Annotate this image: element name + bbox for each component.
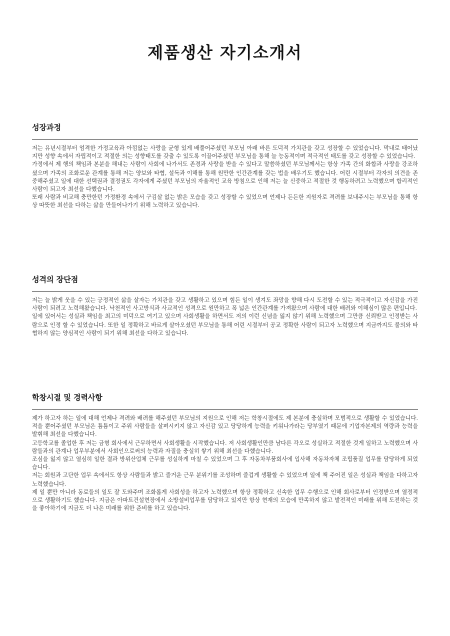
paragraph: 가정에서 제 행의 책임과 본분을 해내는 사람이 사회에 나가서도 존경과 사랑을 받을 수 있다고 말씀하셨던 부모님께서는 항상 가족 간의 화합과 사랑을 강조하셨으며 가족의 조화로운 관계를 통해 저는 양보와 타협, 설득과 이해를 통해 원만한 인간관계를 갖는 법을 배우기도 했습니다. 어린 시절부터 각자의 의견을 존중해주셨고 일에 대한 선택권과 결정권도 각자에게 주셨던 부모님의 자율적인 교육 방침으로 인해 저는 늘 신중하고 적절한 것 행동하려고 노력했으며 합리적인 사람이 되고자 최선을 다했습니다. (32, 162, 418, 194)
section-school-career (32, 392, 418, 513)
paragraph: 저는 늘 밝게 웃을 수 있는 긍정적인 삶을 살자는 가치관을 갖고 생활하고 있으며 힘든 일이 생겨도 좌망을 향해 다시 도전할 수 있는 적극적이고 자신감을 가진 사람이 되려고 노력해왔습니다. 낙천적인 사고방식과 사교적인 성격으로 원만하고 폭 넓은 인간관계를 가져왔으며 사람에 대한 배려와 이해심이 많은 편입니다. (32, 298, 418, 313)
paragraph: 일에 있어서는 성실과 책임을 최고의 미덕으로 여기고 있으며 사회생활을 하면서도 저의 이런 신념을 잃지 않기 위해 노력했으며 그만큼 신뢰받고 인정받는 사람으로 인정 할 수 있었습니다. 또한 일 정확하고 바르게 살아오셨던 부모님을 통해 어린 시절부터 공교 정확한 사람이 되고자 노력했으며 지금까지도 불의와 타협하지 않는 양심적인 사람이 되기 위해 최선을 다하고 있습니다. (32, 314, 418, 337)
section-personality (32, 274, 418, 338)
paragraph: 제가 하고자 하는 일에 대해 언제나 격려와 배려를 해주셨던 부모님의 지원으로 인해 저는 학창시절에도 제 본분에 충실하며 모범적으로 생활할 수 있었습니다. 적을 뿐어주셨던 부모님은 틈틈이고 주위 사람들을 살펴시키지 않고 자신감 있고 당당하게 능력을 키워나가라는 당부였기 때문에 기업자본제의 역량과 능력을 발휘해 최선을 다했습니다. (32, 416, 418, 439)
paragraph: 또래 사람과 비교해 충만한던 가정환경 속에서 구김살 없는 밝은 모습을 갖고 성장할 수 있었으며 언제나 든든한 지원자로 격려를 보내주시는 부모님을 통해 항상 따뜻한 최선을 다하는 삶을 만들어나가기 위해 노력하고 있습니다. (32, 195, 418, 210)
section-growth (32, 122, 418, 211)
document-title: 제품생산 자기소개서 (147, 43, 303, 62)
paragraph: 고등학교를 졸업한 후 저는 금형 회사에서 근무하면서 사회생활을 시작했습니다. 저 사회생활인만큼 남다른 각오로 성실하고 적절한 것게 일하고 노력했으며 사람들과의 관계나 업무부분에서 사회인으로써의 능력과 자질을 충실히 쌓기 위해 최선을 다했습니다. (32, 440, 418, 455)
section-divider (32, 409, 418, 410)
section-heading: 성격의 장단점 (32, 275, 79, 284)
paragraph: 제 일 뿐만 아니라 동료들의 일도 잘 도와주며 조화롭게 사회성을 하고자 노력했으며 항상 정확하고 신속한 업무 수행으로 인해 회사로부터 인정받으며 열정적으로 생활하기도 했습니다. 지금은 아파트건설현장에서 소방설비업무를 담당하고 있지만 항상 현재의 모습에 만족하지 않고 발전적인 미래를 위해 도전하는 것을 좋아하기에 지금도 더 나은 미래를 위한 준비를 하고 있습니다. (32, 489, 418, 513)
section-divider (32, 139, 418, 140)
paragraph: 저는 회원과 고단한 업무 속에서도 항상 사람들과 밝고 즐거운 근무 분위기를 조성하며 즐겁게 생활할 수 있었으며 일에 책 주어진 일은 성실과 책임을 다하고자 노력했습니다. (32, 473, 418, 488)
section-heading: 성장과정 (32, 123, 61, 132)
paragraph: 저는 유년시절부터 엄격한 가정교육과 아낌없는 사랑을 균형 있게 배풀어주셨던 부모님 아래 바른 도덕적 가치관을 갖고 성장할 수 있었습니다. 막내로 태어났지만 성향 속에서 자립적이고 적절한 의는 성향태도를 갖출 수 있도록 이끌어주셨던 부모님을 통해 늘 능동적이며 적극적인 태도를 갖고 성장할 수 있었습니다. (32, 146, 418, 161)
section-heading: 학창시절 및 경력사항 (32, 393, 103, 402)
section-divider (32, 291, 418, 292)
paragraph: 조심을 잃지 않고 열심히 일한 결과 방위산업체 근무를 성실하게 마칠 수 있었으며 그 후 자동차부품회사에 입사해 자동차자체 조립품질 업무를 담당하게 되었습니다. (32, 457, 418, 472)
